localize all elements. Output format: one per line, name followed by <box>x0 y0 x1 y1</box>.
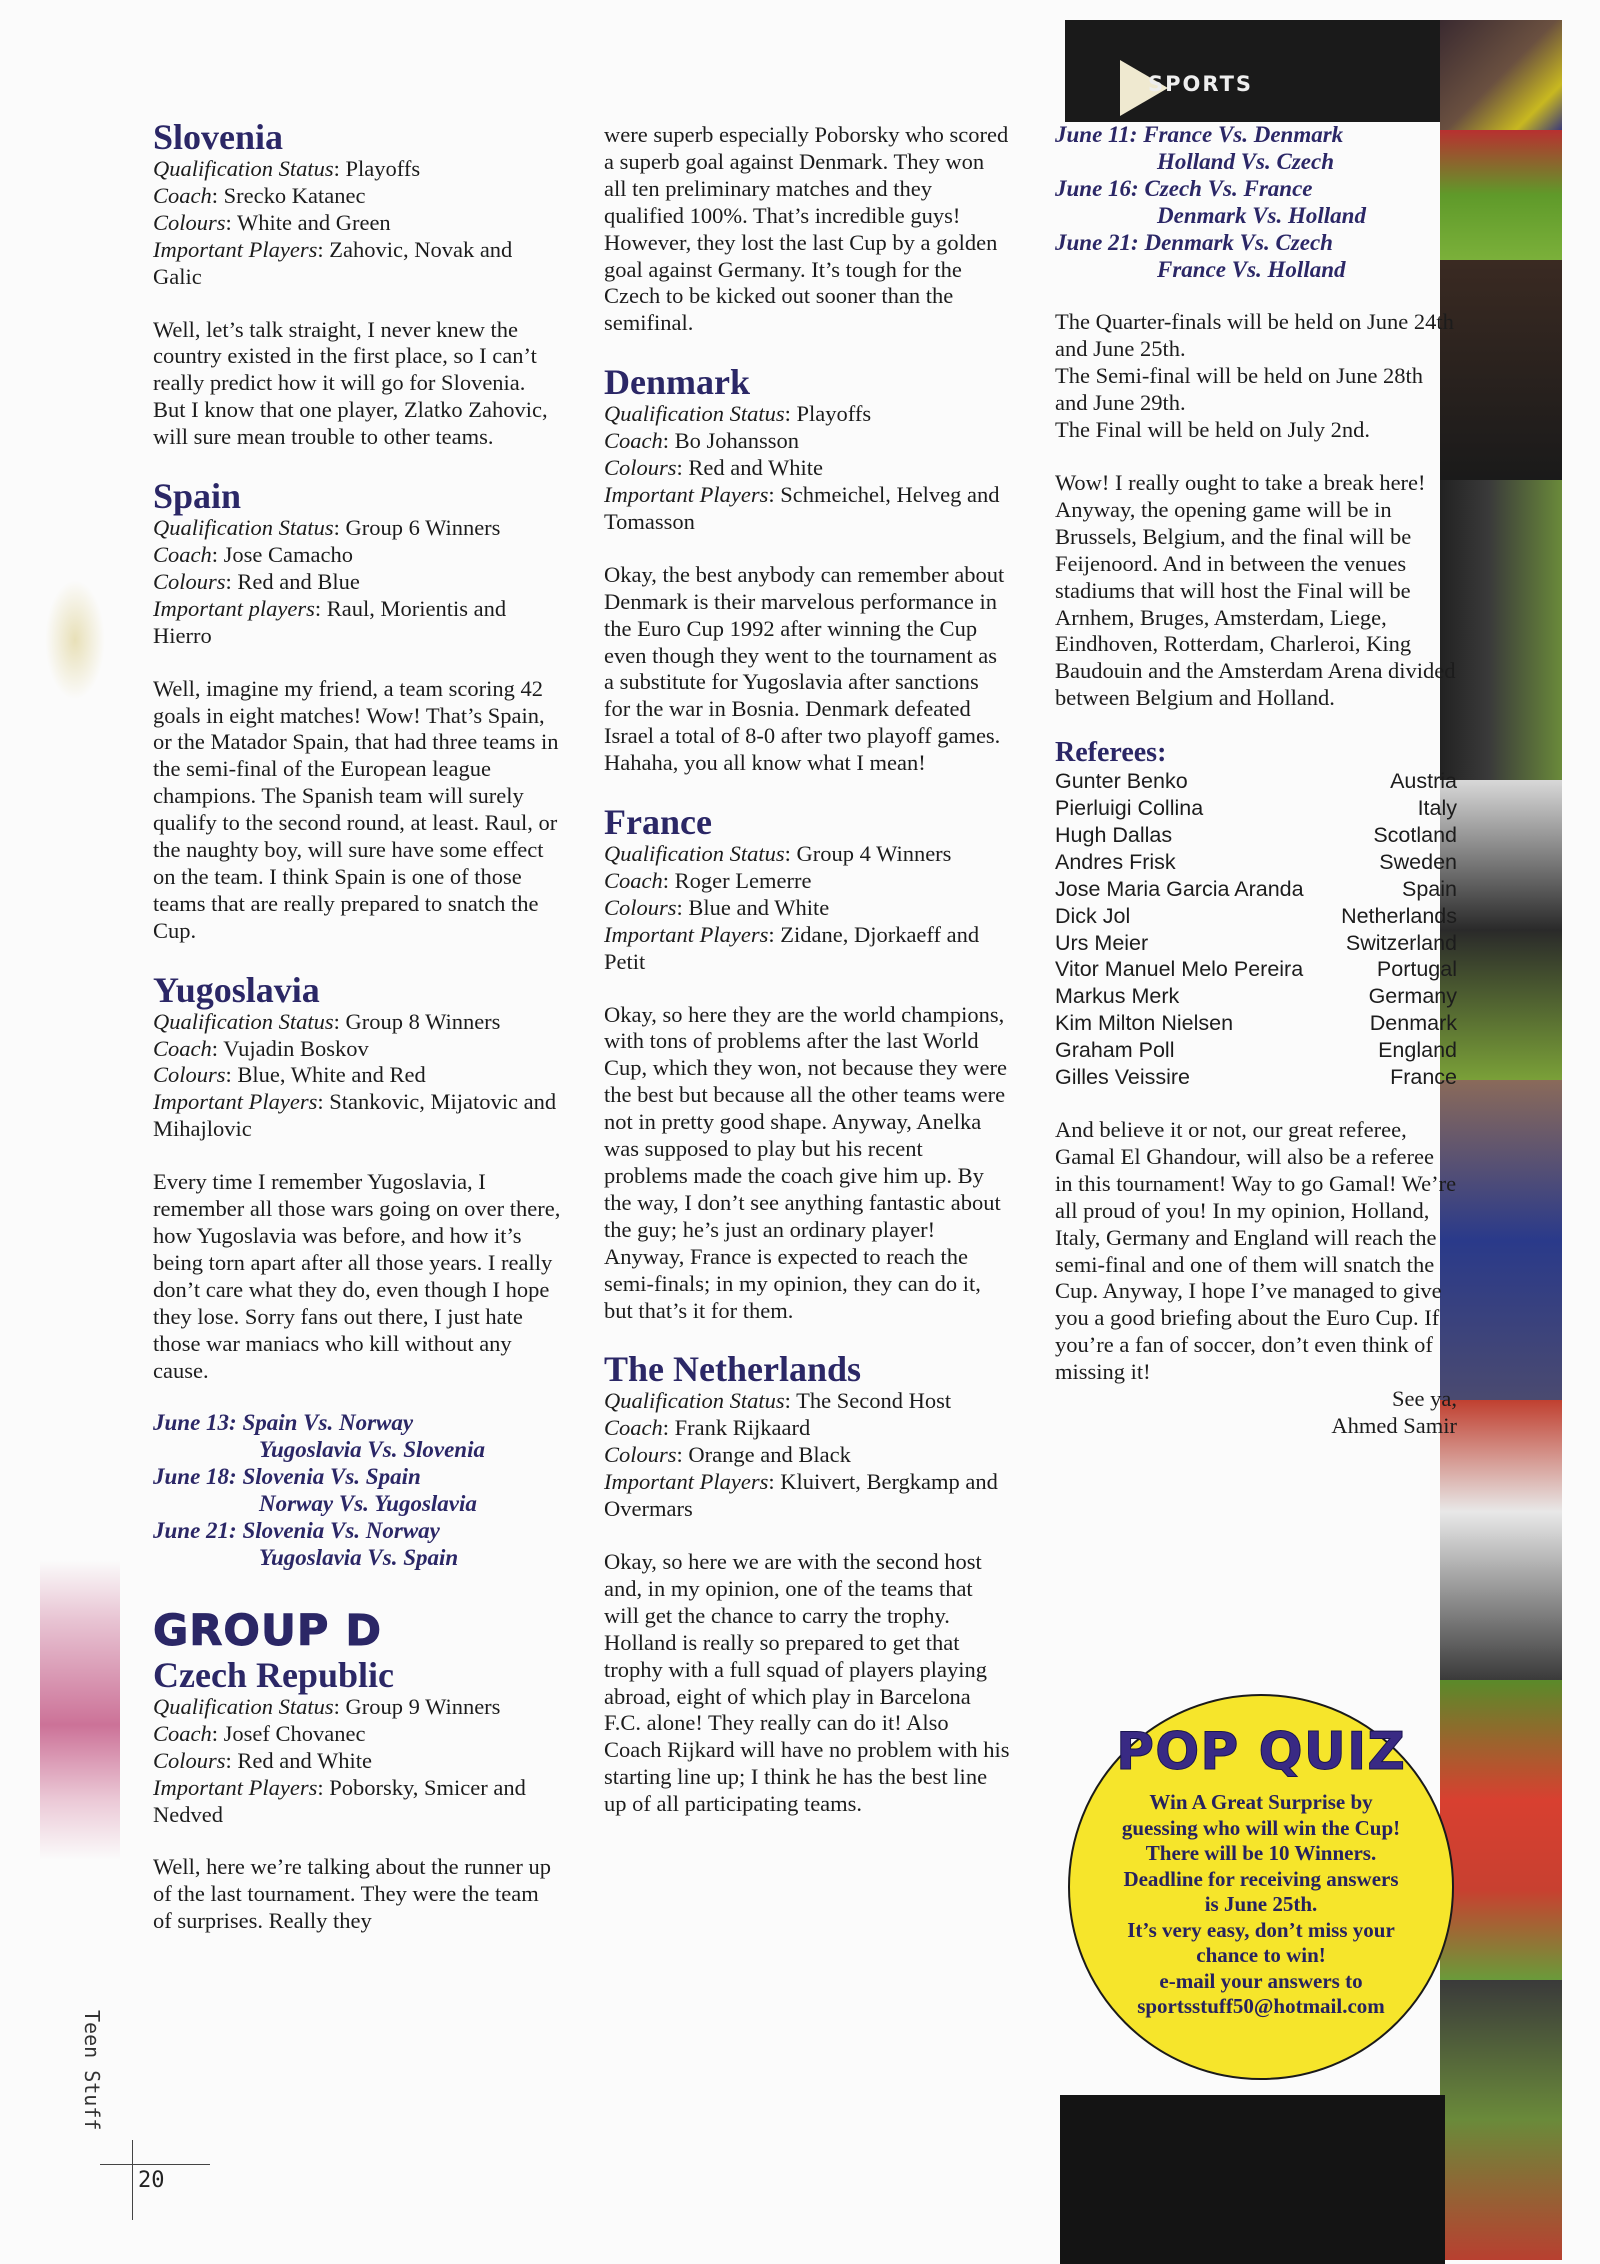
field-label: Important Players <box>604 1469 769 1495</box>
referee-row <box>1055 768 1457 795</box>
info-field <box>153 1721 563 1748</box>
page-number: 20 <box>138 2168 165 2193</box>
field-value: : Playoffs <box>333 156 421 181</box>
referee-name: Hugh Dallas <box>1055 822 1173 847</box>
field-value: : White and Green <box>225 209 391 235</box>
schedule-row <box>153 1518 563 1545</box>
paragraph: were superb especially Poborsky who scored a superb goal against Denmark. They won all ten preliminary matches and they qualified 100%. That’s incredible guys! However, they lost the last Cup by a golden goal against Germany. It’s tough for the Czech to be kicked out sooner than the semifinal. <box>604 122 1009 336</box>
spacer <box>153 650 563 676</box>
paragraph: Well, imagine my friend, a team scoring 42 goals in eight matches! Wow! That’s Spain, or the Matador Spain, that had three teams in the semi-final of the European league champions. The Spanish team will surely qualify to the second round, at least. Raul, or the naughty boy, will sure have some effect on the team. I think Spain is one of those teams that are really prepared to snatch the Cup. <box>153 675 559 943</box>
photo-player <box>1440 1980 1562 2260</box>
info-field <box>153 1036 563 1063</box>
field-label: Important players <box>153 595 315 621</box>
field-label: Qualification Status <box>604 401 785 427</box>
schedule-row <box>153 1464 563 1491</box>
pop-quiz-line: Win A Great Surprise by <box>1149 1790 1373 1814</box>
referee-name: Kim Milton Nielsen <box>1055 1011 1234 1036</box>
field-value: : Playoffs <box>784 401 872 427</box>
info-field <box>604 428 1010 455</box>
team-heading: Slovenia <box>153 117 284 157</box>
field-value: : Vujadin Boskov <box>211 1035 369 1061</box>
paragraph: Okay, so here they are the world champions, with tons of problems after the last World Cup, which they won, not because they were the best but because all the other teams were not in pretty good shape. Anyway, Anelka was supposed to play but his recent problems made the coach give him up. By the way, I don’t see anything fantastic about the guy; he’s just an ordinary player! Anyway, France is expected to reach the semi-finals; in my opinion, they can do it, but that’s it for them. <box>604 1001 1008 1323</box>
match: Yugoslavia Vs. Slovenia <box>259 1437 485 1463</box>
magazine-name: Teen Stuff <box>80 2010 104 2131</box>
column-2 <box>604 122 1010 1818</box>
field-value: : Kluivert, Bergkamp and Overmars <box>604 1469 998 1522</box>
referee-country: England <box>1378 1038 1457 1063</box>
field-value: : Josef Chovanec <box>211 1720 366 1746</box>
field-value: : Group 9 Winners <box>333 1693 501 1719</box>
match-date: June 21: <box>153 1518 237 1544</box>
field-value: : Red and White <box>225 1747 372 1773</box>
spacer <box>153 1384 563 1410</box>
field-value: : Group 6 Winners <box>333 515 501 541</box>
field-value: : Srecko Katanec <box>211 182 366 208</box>
referee-row <box>1055 903 1457 930</box>
field-label: Colours <box>153 568 226 594</box>
pop-quiz-line: guessing who will win the Cup! <box>1121 1815 1401 1840</box>
match-date: June 13: <box>153 1410 237 1436</box>
referee-name: Gunter Benko <box>1055 769 1188 794</box>
schedule-row <box>153 1491 563 1518</box>
info-field <box>604 868 1010 895</box>
divider <box>132 2140 133 2220</box>
signoff-line: Ahmed Samir <box>1331 1412 1457 1438</box>
match: Denmark Vs. Holland <box>1157 202 1366 228</box>
info-field <box>604 895 1010 922</box>
team-heading: Spain <box>153 476 242 517</box>
spacer <box>153 1828 563 1854</box>
referee-country: Denmark <box>1369 1011 1457 1036</box>
spacer <box>153 451 563 477</box>
referee-country: Scotland <box>1373 822 1457 847</box>
spacer <box>153 1143 563 1169</box>
section-subheading: Referees: <box>1055 737 1167 769</box>
field-value: : The Second Host <box>784 1388 952 1414</box>
referee-country: Netherlands <box>1341 903 1457 928</box>
info-field <box>604 482 1010 536</box>
info-field <box>604 841 1010 868</box>
referee-name: Markus Merk <box>1055 984 1180 1009</box>
field-value: : Bo Johansson <box>662 428 800 454</box>
paragraph: Wow! I really ought to take a break here! Anyway, the opening game will be in Brussels, Belgium, and the final will be Feijenoord. And in between the venues stadiums that will host the Final will be Arnhem, Bruges, Amsterdam, Liege, Eindhoven, Rotterdam, Charleroi, King Baudouin and the Amsterdam Arena divided between Belgium and Holland. <box>1055 469 1456 711</box>
field-label: Qualification Status <box>604 1388 785 1414</box>
schedule-row <box>1055 230 1457 257</box>
team-heading: Czech Republic <box>153 1654 394 1695</box>
field-value: : Zidane, Djorkaeff and Petit <box>604 921 980 974</box>
info-field <box>604 1388 1010 1415</box>
field-value: : Group 8 Winners <box>333 1008 501 1034</box>
field-value: : Group 4 Winners <box>784 841 952 867</box>
footer-bar <box>1060 2095 1445 2264</box>
page-smudge <box>40 1560 120 1860</box>
info-field <box>153 596 563 650</box>
pop-quiz-line: is June 25th. <box>1204 1892 1318 1916</box>
field-label: Colours <box>153 209 226 235</box>
field-label: Qualification Status <box>153 515 334 541</box>
photo-pitch <box>1440 130 1562 260</box>
referee-row <box>1055 876 1457 903</box>
pop-quiz-line: There will be 10 Winners. <box>1145 1841 1377 1865</box>
referee-name: Dick Jol <box>1055 903 1131 928</box>
spacer <box>604 1523 1010 1549</box>
photo-crowd <box>1440 20 1562 130</box>
field-value: : Jose Camacho <box>211 541 353 567</box>
field-label: Colours <box>604 894 677 920</box>
team-heading: Denmark <box>604 362 750 403</box>
field-label: Qualification Status <box>604 841 785 867</box>
referee-row <box>1055 822 1457 849</box>
field-value: : Schmeichel, Helveg and Tomasson <box>604 481 1000 534</box>
referee-country: Italy <box>1417 796 1457 821</box>
field-label: Coach <box>604 867 663 893</box>
text-line: The Quarter-finals will be held on June 24th and June 25th. <box>1055 309 1454 362</box>
field-value: : Poborsky, Smicer and Nedved <box>153 1774 526 1827</box>
info-field <box>153 542 563 569</box>
field-value: : Orange and Black <box>676 1442 851 1468</box>
match-schedule <box>1055 122 1457 283</box>
field-value: : Roger Lemerre <box>662 867 812 893</box>
referee-list <box>1055 768 1457 1091</box>
info-field <box>153 1775 563 1829</box>
referee-row <box>1055 1037 1457 1064</box>
schedule-row <box>1055 122 1457 149</box>
photo-dark <box>1440 260 1562 480</box>
schedule-row <box>153 1437 563 1464</box>
text-line: The Semi-final will be held on June 28th and June 29th. <box>1055 363 1424 416</box>
referee-row <box>1055 930 1457 957</box>
field-label: Colours <box>153 1747 226 1773</box>
referee-name: Pierluigi Collina <box>1055 796 1204 821</box>
spacer <box>604 536 1010 562</box>
info-field <box>604 455 1010 482</box>
paragraph: Okay, the best anybody can remember about Denmark is their marvelous performance in the Euro Cup 1992 after winning the Cup even though they went to the tournament as a substitute for Yugoslavia after sanctions for the war in Bosnia. Denmark defeated Israel a total of 8-0 after two playoff games. Hahaha, you all know what I mean! <box>604 561 1005 776</box>
match-schedule <box>153 1410 563 1571</box>
photo-player <box>1440 1680 1562 1980</box>
match: Denmark Vs. Czech <box>1144 229 1333 255</box>
referee-name: Andres Frisk <box>1055 849 1176 874</box>
spacer <box>604 976 1010 1002</box>
field-label: Colours <box>604 455 677 481</box>
field-value: : Frank Rijkaard <box>662 1415 811 1441</box>
referee-row <box>1055 1010 1457 1037</box>
field-value: : Red and White <box>676 455 823 481</box>
team-heading: Yugoslavia <box>153 969 320 1010</box>
schedule-row <box>153 1410 563 1437</box>
referee-name: Graham Poll <box>1055 1038 1175 1063</box>
photo-player <box>1440 1080 1562 1400</box>
field-label: Colours <box>153 1062 226 1088</box>
divider <box>100 2164 210 2165</box>
spacer <box>1055 444 1457 470</box>
column-1 <box>153 118 563 1935</box>
spacer <box>153 291 563 317</box>
match: Spain Vs. Norway <box>242 1410 414 1436</box>
match: Norway Vs. Yugoslavia <box>259 1491 477 1517</box>
pop-quiz-line: e-mail your answers to <box>1159 1968 1363 1993</box>
pop-quiz-line: sportsstuff50@hotmail.com <box>1137 1994 1385 2018</box>
field-label: Coach <box>153 1720 212 1746</box>
spacer <box>1055 1091 1457 1117</box>
info-field <box>153 515 563 542</box>
referee-name: Vitor Manuel Melo Pereira <box>1055 957 1304 982</box>
info-field <box>153 1694 563 1721</box>
info-field <box>153 237 563 291</box>
photo-player <box>1440 480 1562 780</box>
paragraph <box>1055 309 1457 444</box>
referee-name: Urs Meier <box>1055 930 1149 955</box>
signoff <box>1055 1386 1457 1440</box>
pop-quiz-line: It’s very easy, don’t miss your <box>1127 1917 1395 1942</box>
section-label: SPORTS <box>1148 72 1254 96</box>
match: Holland Vs. Czech <box>1157 148 1335 174</box>
referee-country: Sweden <box>1379 849 1457 874</box>
field-label: Coach <box>153 1035 212 1061</box>
spacer <box>153 945 563 971</box>
schedule-row <box>1055 176 1457 203</box>
group-heading: GROUP D <box>153 1605 383 1656</box>
referee-row <box>1055 1064 1457 1091</box>
signoff-line: See ya, <box>1392 1386 1457 1412</box>
info-field <box>153 210 563 237</box>
info-field <box>604 1469 1010 1523</box>
match-date: June 18: <box>153 1464 237 1490</box>
referee-country: Switzerland <box>1345 930 1457 955</box>
field-value: : Raul, Morientis and Hierro <box>153 595 507 648</box>
field-label: Important Players <box>153 236 318 262</box>
field-label: Colours <box>604 1442 677 1468</box>
page-smudge <box>45 580 105 700</box>
info-field <box>153 183 563 210</box>
referee-country: Austria <box>1390 769 1457 794</box>
schedule-row <box>1055 203 1457 230</box>
spacer <box>1055 712 1457 738</box>
info-field <box>604 1415 1010 1442</box>
text-line: The Final will be held on July 2nd. <box>1055 417 1370 443</box>
referee-country: Germany <box>1368 984 1457 1009</box>
spacer <box>604 337 1010 363</box>
field-value: : Red and Blue <box>225 568 360 594</box>
match: Yugoslavia Vs. Spain <box>259 1544 459 1570</box>
paragraph: Every time I remember Yugoslavia, I remember all those wars going on over there, how Yugoslavia was before, and how it’s being torn apart after all those years. I really don’t care what they do, even though I hope they lose. Sorry fans out there, I just hate those war maniacs who kill without any cause. <box>153 1169 561 1383</box>
field-label: Important Players <box>153 1774 318 1800</box>
field-value: : Blue and White <box>676 894 830 920</box>
field-value: : Blue, White and Red <box>225 1062 426 1088</box>
info-field <box>153 1062 563 1089</box>
info-field <box>153 1009 563 1036</box>
field-label: Coach <box>604 428 663 454</box>
field-label: Coach <box>604 1415 663 1441</box>
info-field <box>153 1089 563 1143</box>
match-date: June 21: <box>1055 229 1139 255</box>
paragraph: Okay, so here we are with the second host and, in my opinion, one of the teams that will get the chance to carry the trophy. Holland is really so prepared to get that trophy with a full squad of players playing abroad, eight of which play in Barcelona F.C. alone! They really can do it! Also Coach Rijkard will have no problem with his starting line up; I think he has the best line up of all participating teams. <box>604 1548 1010 1817</box>
field-label: Important Players <box>604 921 769 947</box>
referee-row <box>1055 795 1457 822</box>
field-label: Qualification Status <box>153 156 334 181</box>
field-value: : Zahovic, Novak and Galic <box>153 236 513 289</box>
pop-quiz-body <box>1070 1790 1452 2020</box>
field-label: Qualification Status <box>153 1008 334 1034</box>
info-field <box>153 156 563 183</box>
referee-row <box>1055 849 1457 876</box>
field-label: Coach <box>153 182 212 208</box>
referee-row <box>1055 983 1457 1010</box>
match: France Vs. Holland <box>1157 256 1346 282</box>
schedule-row <box>1055 149 1457 176</box>
pop-quiz-badge <box>1068 1694 1454 2080</box>
spacer <box>604 777 1010 803</box>
match-date: June 16: <box>1055 175 1139 201</box>
team-heading: France <box>604 802 712 843</box>
field-label: Important Players <box>153 1089 318 1115</box>
info-field <box>604 1442 1010 1469</box>
photo-player <box>1440 1400 1562 1680</box>
match-date: June 11: <box>1055 122 1138 147</box>
referee-country: Portugal <box>1376 957 1457 982</box>
match: France Vs. Denmark <box>1143 122 1344 147</box>
spacer <box>1055 283 1457 309</box>
field-label: Coach <box>153 541 212 567</box>
paragraph: Well, let’s talk straight, I never knew the country existed in the first place, so I can’t really predict how it will go for Slovenia. But I know that one player, Zlatko Zahovic, will sure mean trouble to other teams. <box>153 316 548 450</box>
field-value: : Stankovic, Mijatovic and Mihajlovic <box>153 1089 557 1142</box>
info-field <box>153 569 563 596</box>
paragraph: Well, here we’re talking about the runner up of the last tournament. They were the team of surprises. Really they <box>153 1854 552 1934</box>
field-label: Qualification Status <box>153 1693 334 1719</box>
spacer <box>604 1324 1010 1350</box>
referee-country: France <box>1390 1065 1457 1090</box>
referee-name: Jose Maria Garcia Aranda <box>1055 876 1304 901</box>
info-field <box>153 1748 563 1775</box>
schedule-row <box>153 1545 563 1572</box>
match: Czech Vs. France <box>1144 175 1313 201</box>
referee-name: Gilles Veissire <box>1055 1065 1191 1090</box>
referee-row <box>1055 956 1457 983</box>
info-field <box>604 922 1010 976</box>
team-heading: The Netherlands <box>604 1349 862 1390</box>
photo-player <box>1440 780 1562 1080</box>
pop-quiz-title: POP QUIZ <box>1115 1722 1406 1782</box>
pop-quiz-line: Deadline for receiving answers <box>1123 1866 1399 1891</box>
photo-strip <box>1440 20 1562 2260</box>
pop-quiz-line: chance to win! <box>1196 1943 1326 1967</box>
column-3 <box>1055 122 1457 1440</box>
field-label: Important Players <box>604 481 769 507</box>
info-field <box>604 401 1010 428</box>
paragraph: And believe it or not, our great referee, Gamal El Ghandour, will also be a referee in this tournament! Way to go Gamal! We’re all proud of you! In my opinion, Holland, Italy, Germany and England will reach the semi-final and one of them will snatch the Cup. Anyway, I hope I’ve managed to give you a good briefing about the Euro Cup. If you’re a fan of soccer, don’t even think of missing it! <box>1055 1117 1457 1385</box>
schedule-row <box>1055 257 1457 284</box>
match: Slovenia Vs. Spain <box>242 1464 421 1490</box>
match: Slovenia Vs. Norway <box>242 1518 440 1544</box>
referee-country: Spain <box>1402 876 1457 901</box>
